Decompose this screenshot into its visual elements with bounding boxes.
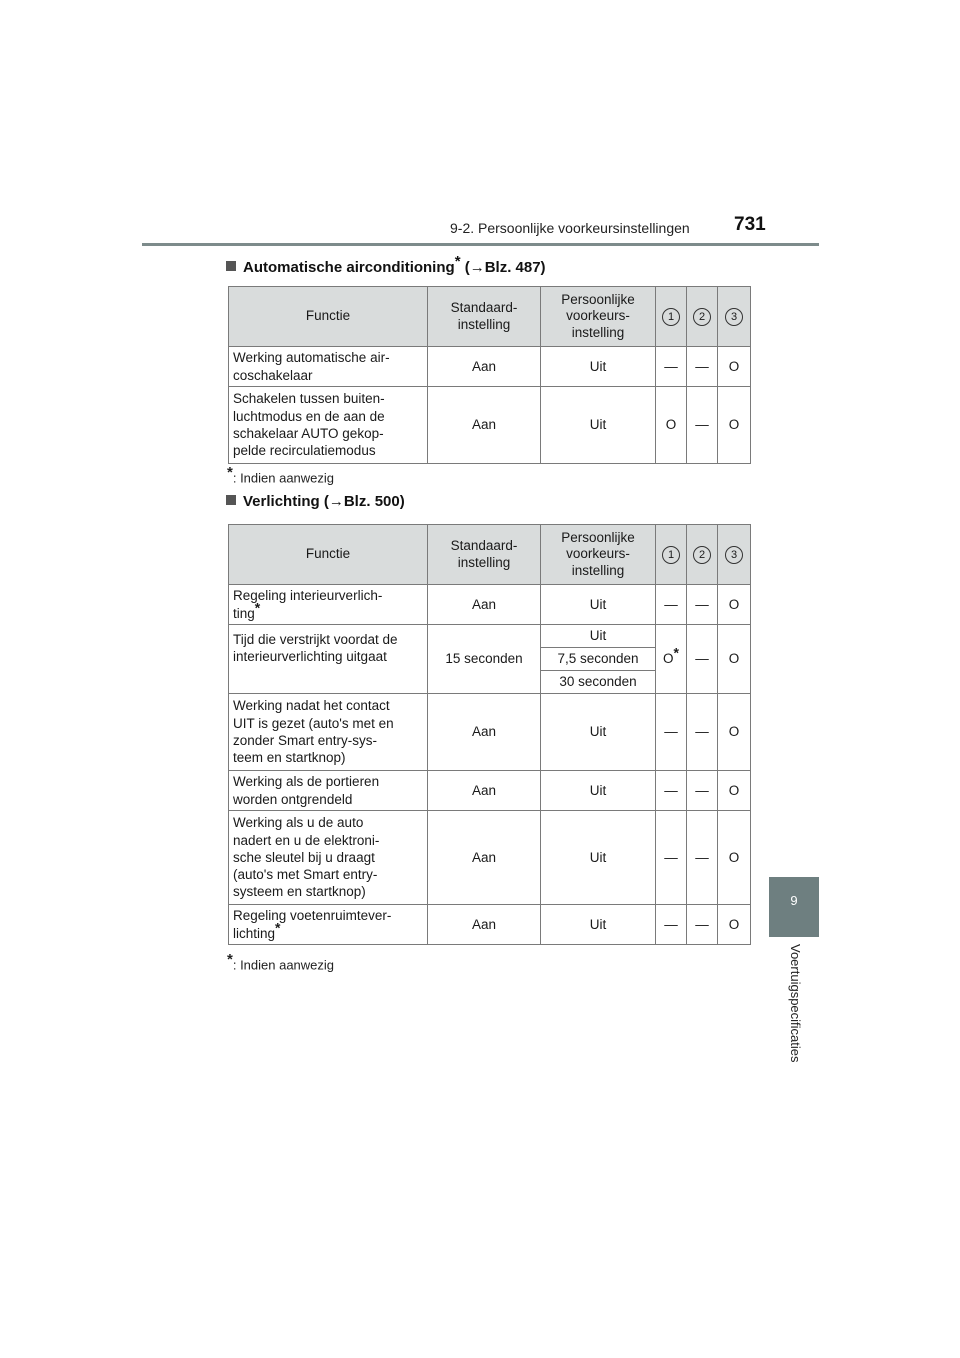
cell-c2: —	[687, 585, 718, 625]
table-row	[229, 387, 751, 464]
cell-c1: O	[656, 387, 687, 464]
cell-c1: —	[656, 694, 687, 771]
table-row	[229, 585, 751, 625]
asterisk: *	[254, 599, 261, 615]
footnote-lighting	[227, 951, 334, 972]
cell-c3: O	[718, 625, 751, 694]
cell-func	[229, 585, 428, 625]
page-number: 731	[734, 214, 766, 235]
cell-personal: Uit	[541, 585, 656, 625]
table-row	[229, 347, 751, 387]
cell-personal: Uit	[541, 387, 656, 464]
cell-option: 30 seconden	[541, 671, 656, 694]
cell-c3: O	[718, 771, 751, 811]
cell-personal: Uit	[541, 811, 656, 905]
col-standard: Standaard- instelling	[428, 287, 541, 347]
asterisk: *	[227, 951, 233, 968]
cell-func: Werking als u de auto nadert en u de elektroni- sche sleutel bij u draagt (auto's met Smart entry- systeem en startknop)	[229, 811, 428, 905]
func-text: Regeling voetenruimtever- lichting	[233, 908, 392, 941]
cell-c2: —	[687, 771, 718, 811]
cell-c1	[656, 625, 687, 694]
cell-c2: —	[687, 694, 718, 771]
cell-c1: —	[656, 811, 687, 905]
cell-standard: Aan	[428, 347, 541, 387]
side-tab-number: 9	[790, 893, 798, 908]
cell-c1: —	[656, 905, 687, 945]
cell-standard: Aan	[428, 585, 541, 625]
circle-1-icon: 1	[662, 308, 680, 326]
heading-ref: (→Blz. 487)	[464, 259, 546, 276]
footnote-text: : Indien aanwezig	[232, 470, 335, 486]
cell-func: Werking nadat het contact UIT is gezet (auto's met en zonder Smart entry-sys- teem en startknop)	[229, 694, 428, 771]
side-label	[785, 944, 805, 1079]
cell-c3: O	[718, 347, 751, 387]
side-label-text: Voertuigspecificaties	[788, 944, 803, 1063]
table-row	[229, 771, 751, 811]
section-heading-lighting	[226, 493, 405, 510]
col-func: Functie	[229, 525, 428, 585]
cell-c1: —	[656, 771, 687, 811]
cell-c3: O	[718, 905, 751, 945]
cell-c2: —	[687, 811, 718, 905]
col-personal: Persoonlijke voorkeurs- instelling	[541, 287, 656, 347]
table-row	[229, 625, 751, 648]
lighting-table	[228, 524, 751, 945]
cell-standard: Aan	[428, 387, 541, 464]
heading-text: Verlichting	[243, 493, 320, 510]
circle-2-icon: 2	[693, 546, 711, 564]
cell-option: Uit	[541, 625, 656, 648]
cell-c3: O	[718, 811, 751, 905]
section-heading-airco	[226, 253, 546, 276]
airco-table	[228, 286, 751, 464]
col-standard: Standaard- instelling	[428, 525, 541, 585]
cell-c1: —	[656, 585, 687, 625]
asterisk: *	[227, 464, 233, 481]
cell-func: Tijd die verstrijkt voordat de interieurverlichting uitgaat	[229, 625, 428, 694]
header-rule	[142, 243, 819, 246]
footnote-text: : Indien aanwezig	[232, 957, 335, 973]
col-personal: Persoonlijke voorkeurs- instelling	[541, 525, 656, 585]
cell-standard: Aan	[428, 905, 541, 945]
cell-option: 7,5 seconden	[541, 648, 656, 671]
cell-c2: —	[687, 347, 718, 387]
col-1	[656, 525, 687, 585]
cell-standard: Aan	[428, 811, 541, 905]
cell-standard: Aan	[428, 694, 541, 771]
cell-personal: Uit	[541, 694, 656, 771]
cell-func: Schakelen tussen buiten- luchtmodus en de aan de schakelaar AUTO gekop- pelde recirculatiemodus	[229, 387, 428, 464]
cell-c2: —	[687, 387, 718, 464]
cell-standard: 15 seconden	[428, 625, 541, 694]
col-3	[718, 525, 751, 585]
cell-func	[229, 905, 428, 945]
footnote-airco	[227, 464, 334, 485]
cell-personal: Uit	[541, 347, 656, 387]
square-bullet-icon	[226, 495, 236, 505]
col-1	[656, 287, 687, 347]
cell-func: Werking als de portieren worden ontgrendeld	[229, 771, 428, 811]
asterisk: *	[275, 919, 281, 935]
header-title: 9-2. Persoonlijke voorkeursinstellingen	[450, 220, 690, 236]
table-row	[229, 694, 751, 771]
cell-c1: —	[656, 347, 687, 387]
square-bullet-icon	[226, 261, 236, 271]
cell-c3: O	[718, 387, 751, 464]
col-3	[718, 287, 751, 347]
side-tab	[769, 877, 819, 937]
asterisk: *	[673, 644, 679, 661]
cell-c2: —	[687, 625, 718, 694]
cell-func: Werking automatische air- coschakelaar	[229, 347, 428, 387]
cell-c3: O	[718, 585, 751, 625]
cell-personal: Uit	[541, 905, 656, 945]
heading-ref: (→Blz. 500)	[323, 493, 405, 510]
circle-2-icon: 2	[693, 308, 711, 326]
cell-c2: —	[687, 905, 718, 945]
cell-personal: Uit	[541, 771, 656, 811]
table-row	[229, 811, 751, 905]
circle-1-icon: 1	[662, 546, 680, 564]
col-2	[687, 287, 718, 347]
circle-3-icon: 3	[725, 546, 743, 564]
circle-3-icon: 3	[725, 308, 743, 326]
func-text: Regeling interieurverlich- ting	[233, 588, 383, 621]
col-2	[687, 525, 718, 585]
table-header-row	[229, 525, 751, 585]
c1-text: O	[663, 651, 674, 667]
table-row	[229, 905, 751, 945]
asterisk: *	[454, 253, 461, 270]
table-header-row	[229, 287, 751, 347]
heading-text: Automatische airconditioning	[243, 259, 455, 276]
cell-c3: O	[718, 694, 751, 771]
cell-standard: Aan	[428, 771, 541, 811]
col-func: Functie	[229, 287, 428, 347]
